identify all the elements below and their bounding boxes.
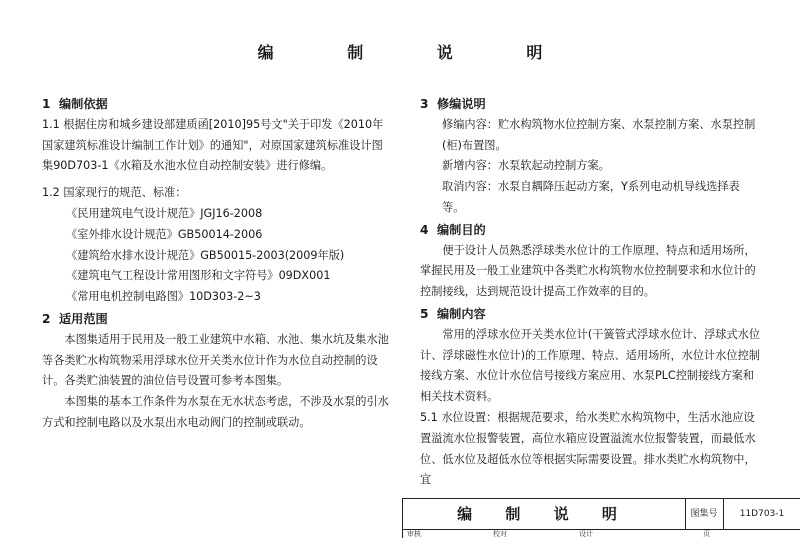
section-heading	[42, 309, 390, 330]
standard-item: 《常用电机控制电路图》10D303-2~3	[66, 290, 261, 304]
paragraph-1-2: 1.2 国家现行的规范、标准：	[42, 186, 187, 200]
standard-item: 《室外排水设计规范》GB50014-2006	[66, 227, 263, 241]
page-title: 编 制 说 明	[257, 43, 577, 62]
section-heading	[420, 220, 762, 241]
section-heading	[420, 94, 762, 115]
section-number: 5	[420, 306, 429, 321]
title-block-title: 编 制 说 明	[403, 499, 686, 530]
atlas-number-label: 图集号	[685, 499, 724, 530]
section-title: 编制依据	[59, 97, 108, 111]
section-heading	[42, 94, 390, 115]
paragraph-5-1: 5.1 水位设置：根据规范要求，给水类贮水构筑物中，生活水池应设置溢流水位报警装置，高位水箱应设置溢流水位报警装置，而最低水位、低水位及超低水位等根据实际需要设置。排水类贮水构筑物中，宜	[420, 410, 756, 487]
paragraph: 修编内容：贮水构筑物水位控制方案、水泵控制方案、水泵控制(柜)布置图。	[442, 117, 756, 152]
section-number: 4	[420, 222, 429, 237]
standard-item: 《建筑给水排水设计规范》GB50015-2003(2009年版)	[66, 248, 345, 262]
section-title: 修编说明	[437, 97, 486, 111]
left-column	[42, 93, 390, 434]
paragraph: 本图集的基本工作条件为水泵在无水状态考虑，不涉及水泵的引水方式和控制电路以及水泵出水电动阀门的控制或联动。	[42, 395, 389, 429]
proofread-label: 校对	[493, 530, 507, 538]
paragraph: 常用的浮球水位开关类水位计(干簧管式浮球水位计、浮球式水位计、浮球磁性水位计)的工作原理、特点、适用场所，水位计水位控制接线方案、水位计水位信号接线方案应用、水泵PLC控制接线方案和相关技术资料。	[420, 327, 761, 404]
page-label: 页	[703, 530, 710, 538]
paragraph: 本图集适用于民用及一般工业建筑中水箱、水池、集水坑及集水池等各类贮水构筑物采用浮球水位开关类水位计作为水位自动控制的设计。各类贮油装置的油位信号设置可参考本图集。	[42, 332, 389, 388]
section-title: 编制内容	[437, 306, 486, 321]
review-label: 审核	[407, 530, 421, 538]
standard-item: 《建筑电气工程设计常用图形和文字符号》09DX001	[66, 269, 331, 283]
section-title: 适用范围	[59, 311, 108, 326]
section-number: 1	[42, 97, 51, 111]
section-number: 2	[42, 311, 51, 326]
design-label: 设计	[579, 530, 593, 538]
section-title: 编制目的	[437, 222, 486, 237]
title-block	[402, 498, 800, 538]
paragraph: 取消内容：水泵自耦降压起动方案，Y系列电动机导线选择表等。	[442, 180, 740, 214]
paragraph: 便于设计人员熟悉浮球类水位计的工作原理、特点和适用场所，掌握民用及一般工业建筑中各类贮水构筑物水位控制要求和水位计的控制接线，达到规范设计提高工作效率的目的。	[420, 243, 756, 299]
paragraph-1-1: 1.1 根据住房和城乡建设部建质函[2010]95号文"关于印发《2010年国家建筑标准设计编制工作计划》的通知"，对原国家建筑标准设计图集90D703-1《水箱及水池水位自动控制安装》进行修编。	[42, 117, 384, 173]
paragraph: 新增内容：水泵软起动控制方案。	[442, 159, 610, 173]
atlas-number-value: 11D703-1	[723, 499, 800, 530]
right-column	[420, 93, 762, 491]
section-number: 3	[420, 97, 429, 111]
standard-item: 《民用建筑电气设计规范》JGJ16-2008	[66, 206, 263, 220]
section-heading	[420, 304, 762, 325]
